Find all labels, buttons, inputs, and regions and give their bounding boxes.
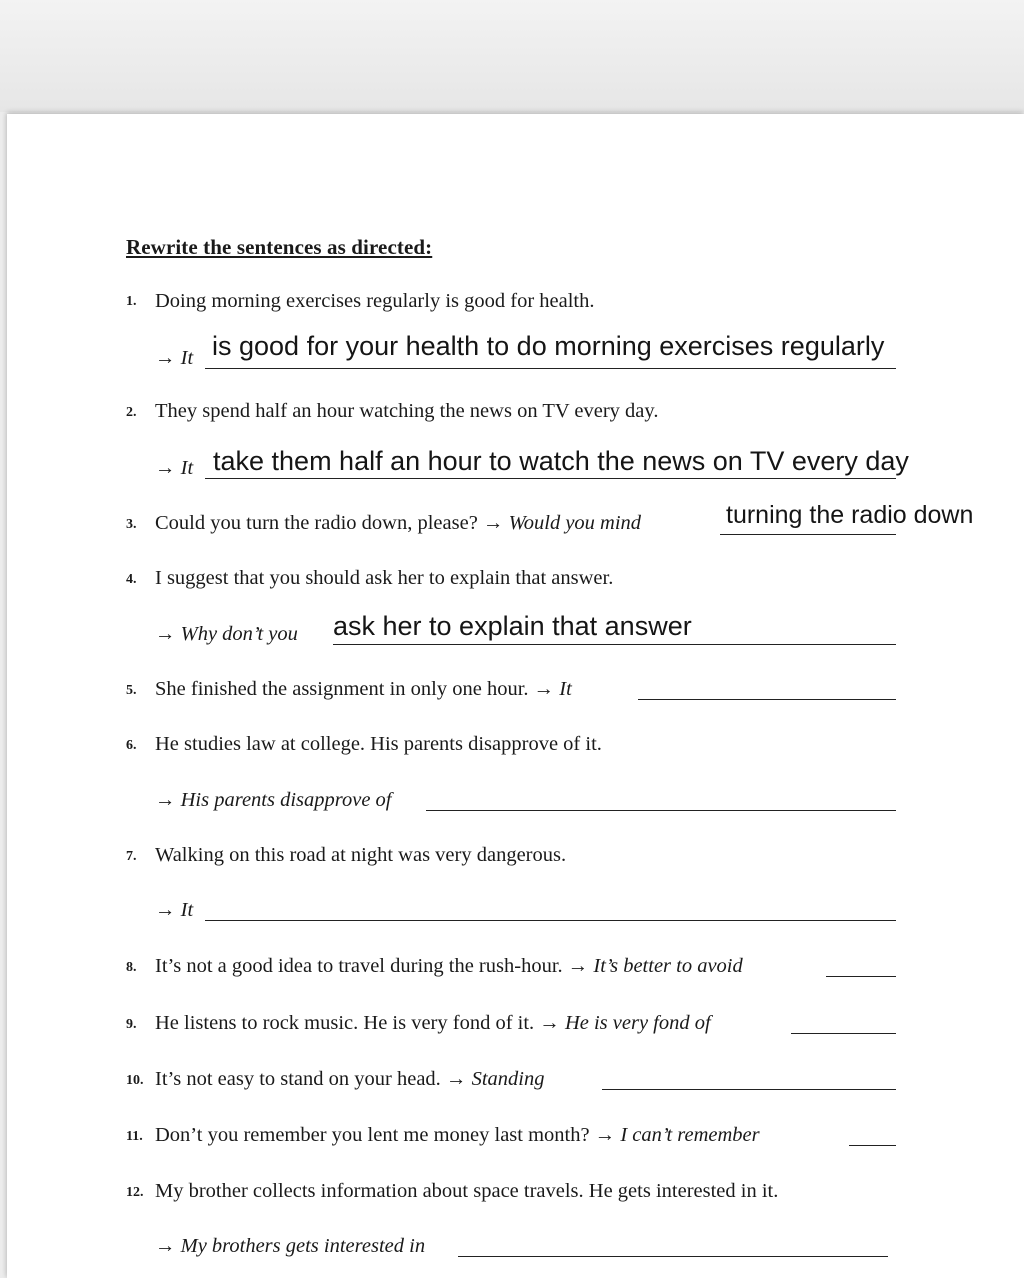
prompt-text: He is very fond of [564, 1012, 711, 1034]
item-sentence: They spend half an hour watching the news on TV every day. [155, 400, 659, 422]
item-number: 8. [126, 960, 137, 975]
item-number: 2. [126, 405, 137, 420]
rewrite-prompt [155, 621, 298, 647]
item-sentence: Walking on this road at night was very dangerous. [155, 844, 567, 866]
arrow-icon: → [155, 347, 176, 369]
handwritten-answer: turning the radio down [726, 501, 974, 529]
item-number: 3. [126, 517, 137, 532]
handwritten-answer: take them half an hour to watch the news on TV every day [213, 446, 909, 476]
item-sentence: Could you turn the radio down, please? → Would you mind [155, 512, 642, 534]
answer-blank[interactable] [205, 478, 896, 479]
item-number: 5. [126, 683, 137, 698]
prompt-text: It [559, 678, 572, 700]
prompt-text: Standing [471, 1068, 545, 1090]
item-sentence: Don’t you remember you lent me money last month? → I can’t remember [155, 1124, 760, 1146]
item-number: 1. [126, 294, 137, 309]
arrow-icon: → [155, 623, 176, 645]
prompt-text: It’s better to avoid [593, 955, 743, 977]
prompt-text: Would you mind [508, 512, 642, 534]
item-sentence: Doing morning exercises regularly is good for health. [155, 290, 595, 312]
item-number: 4. [126, 572, 137, 587]
item-sentence: He listens to rock music. He is very fond of it. → He is very fond of [155, 1012, 711, 1034]
rewrite-prompt [155, 1233, 425, 1259]
answer-blank[interactable] [720, 534, 896, 535]
rewrite-prompt [155, 787, 392, 813]
prompt-text: It [180, 899, 194, 921]
arrow-icon: → [445, 1068, 467, 1090]
item-number: 9. [126, 1017, 137, 1032]
arrow-icon: → [155, 899, 176, 921]
handwritten-answer: is good for your health to do morning exercises regularly [212, 331, 885, 361]
arrow-icon: → [155, 457, 176, 479]
item-sentence: She finished the assignment in only one hour. → It [155, 678, 572, 700]
arrow-icon: → [155, 789, 176, 811]
handwritten-answer: ask her to explain that answer [333, 611, 692, 641]
arrow-icon: → [533, 678, 555, 700]
answer-blank[interactable] [333, 644, 896, 645]
answer-blank[interactable] [205, 920, 896, 921]
item-sentence: He studies law at college. His parents disapprove of it. [155, 733, 602, 755]
item-sentence: My brother collects information about space travels. He gets interested in it. [155, 1180, 779, 1202]
answer-blank[interactable] [791, 1033, 896, 1034]
prompt-text: I can’t remember [620, 1124, 760, 1146]
prompt-text: Why don’t you [180, 623, 298, 645]
item-sentence: It’s not a good idea to travel during the rush-hour. → It’s better to avoid [155, 955, 743, 977]
item-sentence: I suggest that you should ask her to explain that answer. [155, 567, 614, 589]
answer-blank[interactable] [849, 1145, 896, 1146]
item-number: 6. [126, 738, 137, 753]
item-sentence: It’s not easy to stand on your head. → Standing [155, 1068, 545, 1090]
answer-blank[interactable] [205, 368, 896, 369]
item-number: 11. [126, 1129, 143, 1144]
answer-blank[interactable] [426, 810, 896, 811]
rewrite-prompt [155, 455, 193, 481]
prompt-text: It [180, 457, 194, 479]
rewrite-prompt [155, 345, 193, 371]
worksheet-title: Rewrite the sentences as directed: [126, 235, 433, 259]
arrow-icon: → [539, 1012, 560, 1034]
prompt-text: My brothers gets interested in [180, 1235, 426, 1257]
answer-blank[interactable] [602, 1089, 896, 1090]
arrow-icon: → [482, 512, 504, 534]
prompt-text: It [180, 347, 194, 369]
top-background [0, 0, 1024, 112]
item-number: 12. [126, 1185, 144, 1200]
answer-blank[interactable] [826, 976, 896, 977]
arrow-icon: → [155, 1235, 176, 1257]
prompt-text: His parents disapprove of [180, 789, 392, 811]
answer-blank[interactable] [458, 1256, 888, 1257]
arrow-icon: → [567, 955, 589, 977]
answer-blank[interactable] [638, 699, 896, 700]
arrow-icon: → [594, 1124, 616, 1146]
rewrite-prompt [155, 897, 193, 923]
item-number: 7. [126, 849, 137, 864]
item-number: 10. [126, 1073, 144, 1088]
